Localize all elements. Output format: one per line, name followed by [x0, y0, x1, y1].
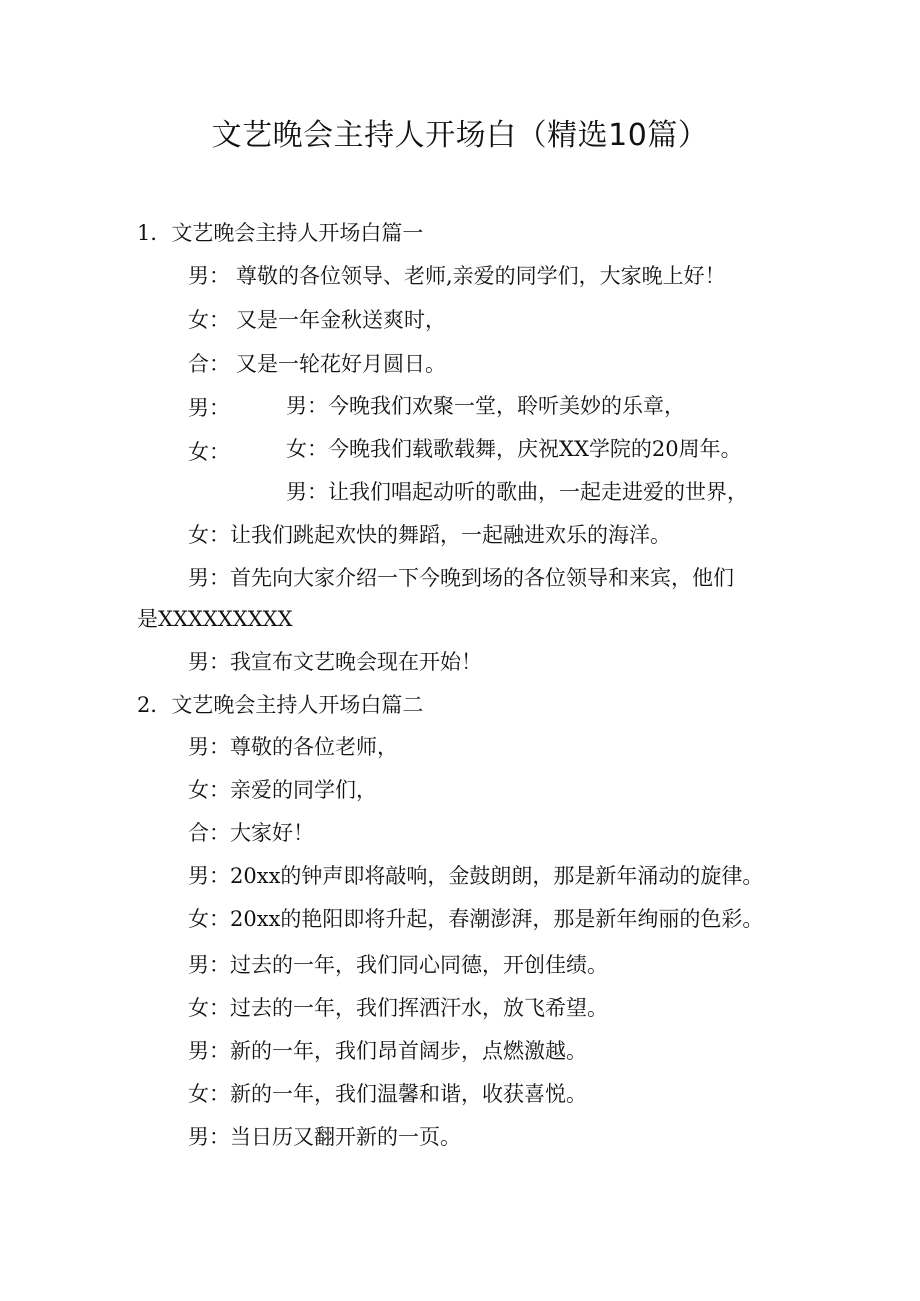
dialogue-line — [188, 261, 726, 291]
dialogue-line: 男：20xx的钟声即将敲响，金鼓朗朗，那是新年涌动的旋律。 — [188, 864, 764, 888]
dialogue-line: 男：当日历又翻开新的一页。 — [188, 1125, 461, 1149]
dialogue-line: 男：首先向大家介绍一下今晚到场的各位领导和来宾，他们 — [188, 566, 734, 590]
dialogue-line: 女：让我们跳起欢快的舞蹈，一起融进欢乐的海洋。 — [188, 523, 671, 547]
dialogue-line — [188, 305, 446, 335]
speaker-label: 男： — [188, 396, 230, 420]
section-heading: 2．文艺晚会主持人开场白篇二 — [137, 693, 424, 717]
dialogue-line — [188, 349, 446, 379]
dialogue-line: 女：20xx的艳阳即将升起，春潮澎湃，那是新年绚丽的色彩。 — [188, 907, 764, 931]
dialogue-line: 女：亲爱的同学们， — [188, 778, 377, 802]
dialogue-line: 女：新的一年，我们温馨和谐，收获喜悦。 — [188, 1082, 587, 1106]
dialogue-line: 男：我宣布文艺晚会现在开始！ — [188, 650, 482, 674]
dialogue-line: 合：大家好！ — [188, 821, 314, 845]
dialogue-line: 男：过去的一年，我们同心同德，开创佳绩。 — [188, 953, 608, 977]
dialogue-text: 男：让我们唱起动听的歌曲，一起走进爱的世界， — [286, 480, 748, 504]
dialogue-line-continuation: 是XXXXXXXXX — [137, 607, 293, 631]
section-heading: 1．文艺晚会主持人开场白篇一 — [137, 221, 424, 245]
dialogue-text: 又是一轮花好月圆日。 — [236, 352, 446, 376]
document-title: 文艺晚会主持人开场白（精选10篇） — [211, 118, 709, 153]
dialogue-line: 男：尊敬的各位老师， — [188, 735, 398, 759]
speaker-label: 合： — [188, 352, 230, 376]
speaker-label: 女： — [188, 308, 230, 332]
dialogue-text: 男：今晚我们欢聚一堂，聆听美妙的乐章， — [286, 394, 685, 418]
dialogue-text: 尊敬的各位领导、老师,亲爱的同学们，大家晚上好！ — [236, 264, 726, 288]
speaker-label: 男： — [188, 264, 230, 288]
dialogue-text: 女：今晚我们载歌载舞，庆祝XX学院的20周年。 — [286, 437, 742, 461]
dialogue-text: 又是一年金秋送爽时， — [236, 308, 446, 332]
dialogue-line: 女：过去的一年，我们挥洒汗水，放飞希望。 — [188, 996, 608, 1020]
speaker-label: 女： — [188, 440, 230, 464]
dialogue-line: 男：新的一年，我们昂首阔步，点燃激越。 — [188, 1039, 587, 1063]
